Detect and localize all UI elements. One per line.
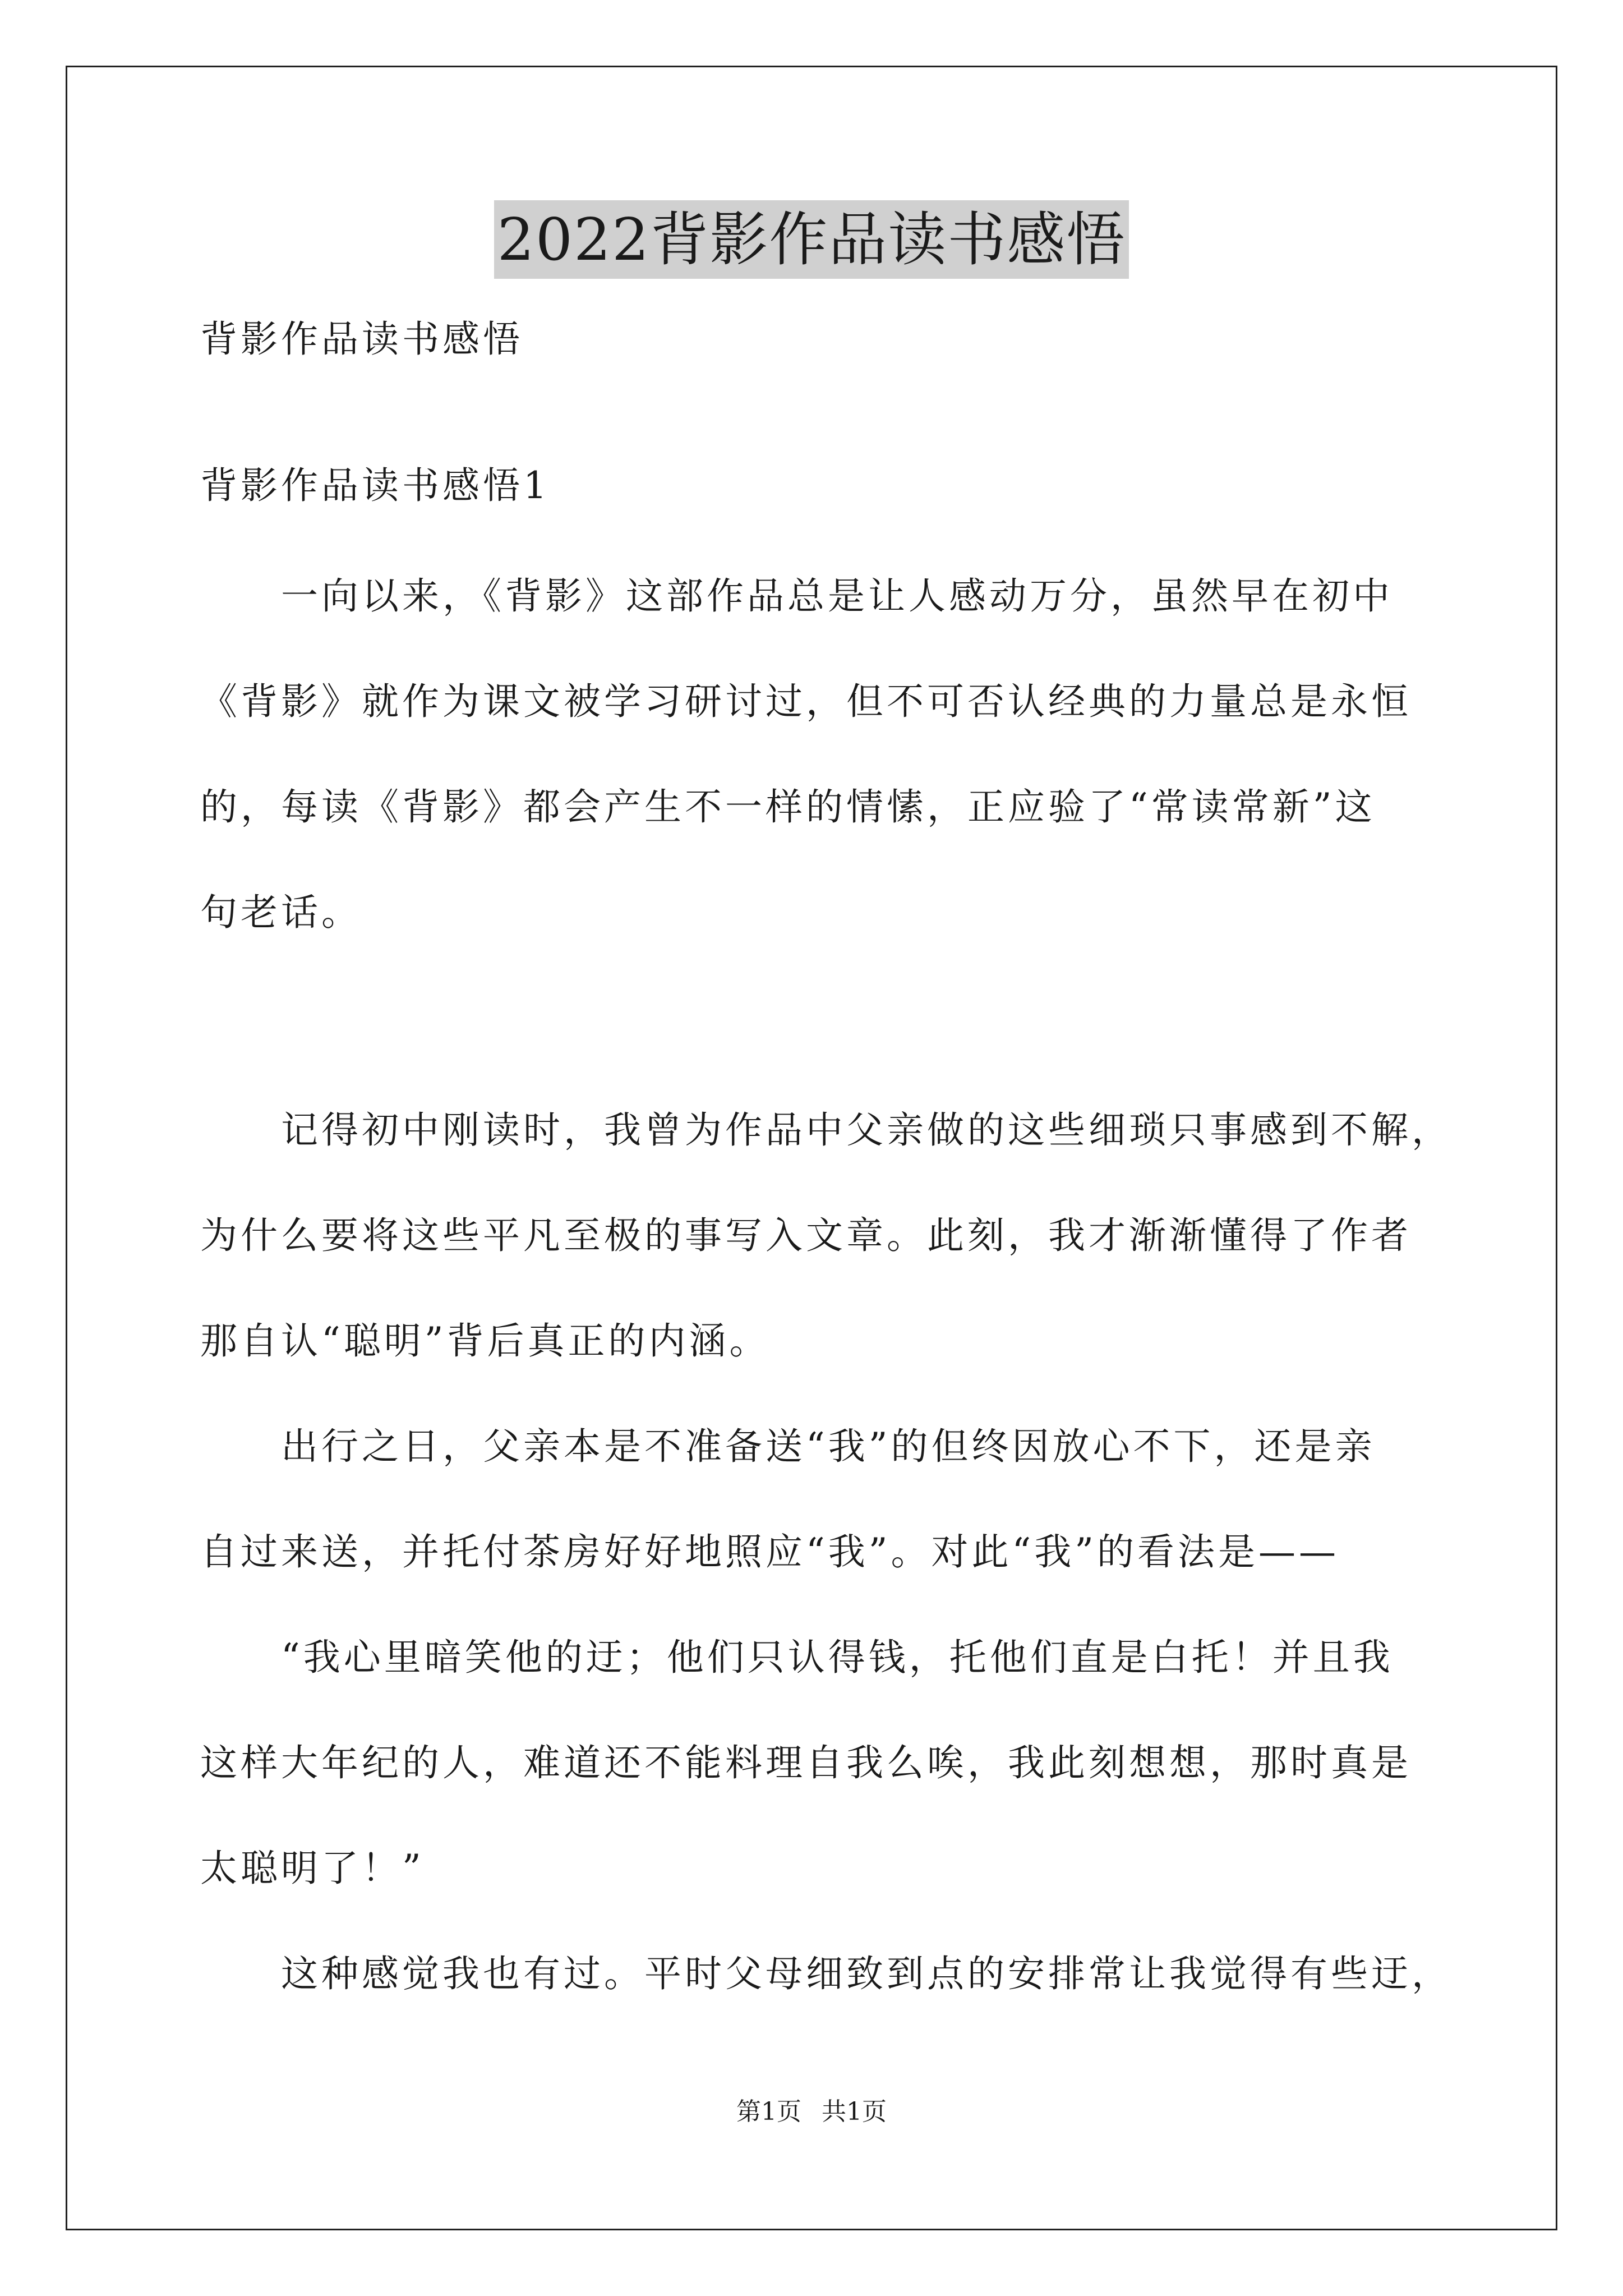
subtitle-line: 背影作品读书感悟: [200, 318, 523, 361]
paragraph-line: 一向以来，《背影》这部作品总是让人感动万分，虽然早在初中: [200, 574, 1393, 618]
paragraph-line: 自过来送，并托付茶房好好地照应“我”。对此“我”的看法是——: [200, 1530, 1339, 1573]
paragraph-line: 《背影》就作为课文被学习研讨过，但不可否认经典的力量总是永恒: [200, 680, 1412, 723]
quote-line: “我心里暗笑他的迂；他们只认得钱，托他们直是白托！并且我: [200, 1636, 1394, 1679]
page-number: 第1页: [736, 2097, 801, 2126]
paragraph-line: 这种感觉我也有过。平时父母细致到点的安排常让我觉得有些迂，: [200, 1952, 1452, 1995]
paragraph-line: 句老话。: [200, 891, 362, 934]
title-wrap: [0, 200, 1623, 279]
page-total: 共1页: [822, 2097, 887, 2126]
paragraph-line: 为什么要将这些平凡至极的事写入文章。此刻，我才渐渐懂得了作者: [200, 1214, 1412, 1257]
document-title: 2022背影作品读书感悟: [494, 200, 1129, 279]
quote-line: 这样大年纪的人，难道还不能料理自我么唉，我此刻想想，那时真是: [200, 1741, 1412, 1784]
paragraph-line: 出行之日，父亲本是不准备送“我”的但终因放心不下，还是亲: [200, 1425, 1376, 1468]
section-heading: 背影作品读书感悟1: [200, 464, 550, 507]
quote-line: 太聪明了！”: [200, 1847, 425, 1890]
paragraph-line: 记得初中刚读时，我曾为作品中父亲做的这些细琐只事感到不解，: [200, 1108, 1452, 1152]
paragraph-line: 的，每读《背影》都会产生不一样的情愫，正应验了“常读常新”这: [200, 785, 1376, 829]
paragraph-line: 那自认“聪明”背后真正的内涵。: [200, 1319, 770, 1363]
page-footer: [0, 2095, 1623, 2129]
